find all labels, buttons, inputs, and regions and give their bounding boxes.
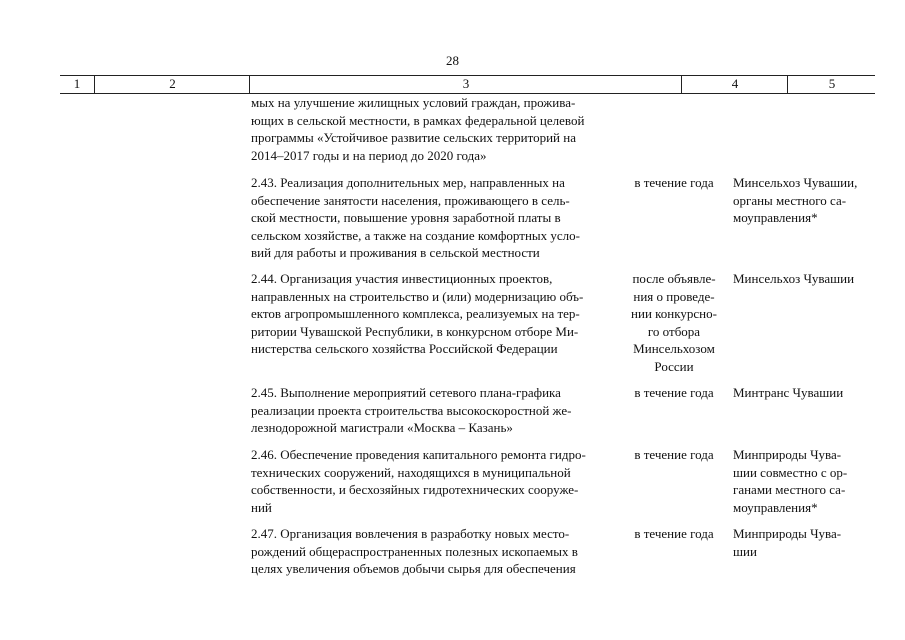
table-header-row <box>60 75 875 94</box>
table-row-responsible: Минсельхоз Чувашии, органы местного са- моуправления* <box>733 175 858 226</box>
table-row-responsible: Минприроды Чува- шии совместно с ор- ганами местного са- моуправления* <box>733 447 848 515</box>
table-row-term: в течение года <box>634 447 714 462</box>
table-row-text: 2.44. Организация участия инвестиционных проектов, направленных на строительство и (или) модернизацию объ- ектов агропромышленного комплекса, реализуемых на тер- ритории Чувашской Республики, в конкурсном отборе Ми- нистерства сельского хозяйства Российской Федерации <box>251 271 584 357</box>
header-col-5: 5 <box>787 76 876 93</box>
table-row-term: в течение года <box>634 175 714 190</box>
table-row-text: 2.46. Обеспечение проведения капитального ремонта гидро- технических сооружений, находящихся в муниципальной собственности, и бесхозяйных гидротехнических сооруже- ний <box>251 447 586 515</box>
table-row-term: в течение года <box>634 385 714 400</box>
table-row-responsible: Минприроды Чува- шии <box>733 526 842 559</box>
header-col-1: 1 <box>73 76 81 91</box>
table-row-responsible: Минтранс Чувашии <box>733 385 844 400</box>
header-col-3: 3 <box>249 76 682 93</box>
table-row-responsible: Минсельхоз Чувашии <box>733 271 855 286</box>
page-number: 28 <box>446 53 459 68</box>
table-row-text: 2.47. Организация вовлечения в разработку новых место- рождений общераспространенных полезных ископаемых в целях увеличения объемов добычи сырья для обеспечения <box>251 526 578 577</box>
table-row-term: после объявле- ния о проведе- нии конкурсно- го отбора Минсельхозом России <box>631 271 717 374</box>
table-row-text: 2.45. Выполнение мероприятий сетевого плана-графика реализации проекта строительства высокоскоростной же- лезнодорожной магистрали «Москва – Казань» <box>251 385 572 436</box>
header-col-2: 2 <box>94 76 250 93</box>
table-row-text: 2.43. Реализация дополнительных мер, направленных на обеспечение занятости населения, проживающего в сель- ской местности, повышение уровня заработной платы в сельском хозяйстве, а также на создание комфортных усло- вий для работы и проживания в сельской местности <box>251 175 580 261</box>
table-row-text: мых на улучшение жилищных условий граждан, прожива- ющих в сельской местности, в рамках федеральной целевой программы «Устойчивое развитие сельских территорий на 2014–2017 годы и на период до 2020 года» <box>251 95 585 163</box>
table-row-term: в течение года <box>634 526 714 541</box>
header-col-4: 4 <box>681 76 788 93</box>
